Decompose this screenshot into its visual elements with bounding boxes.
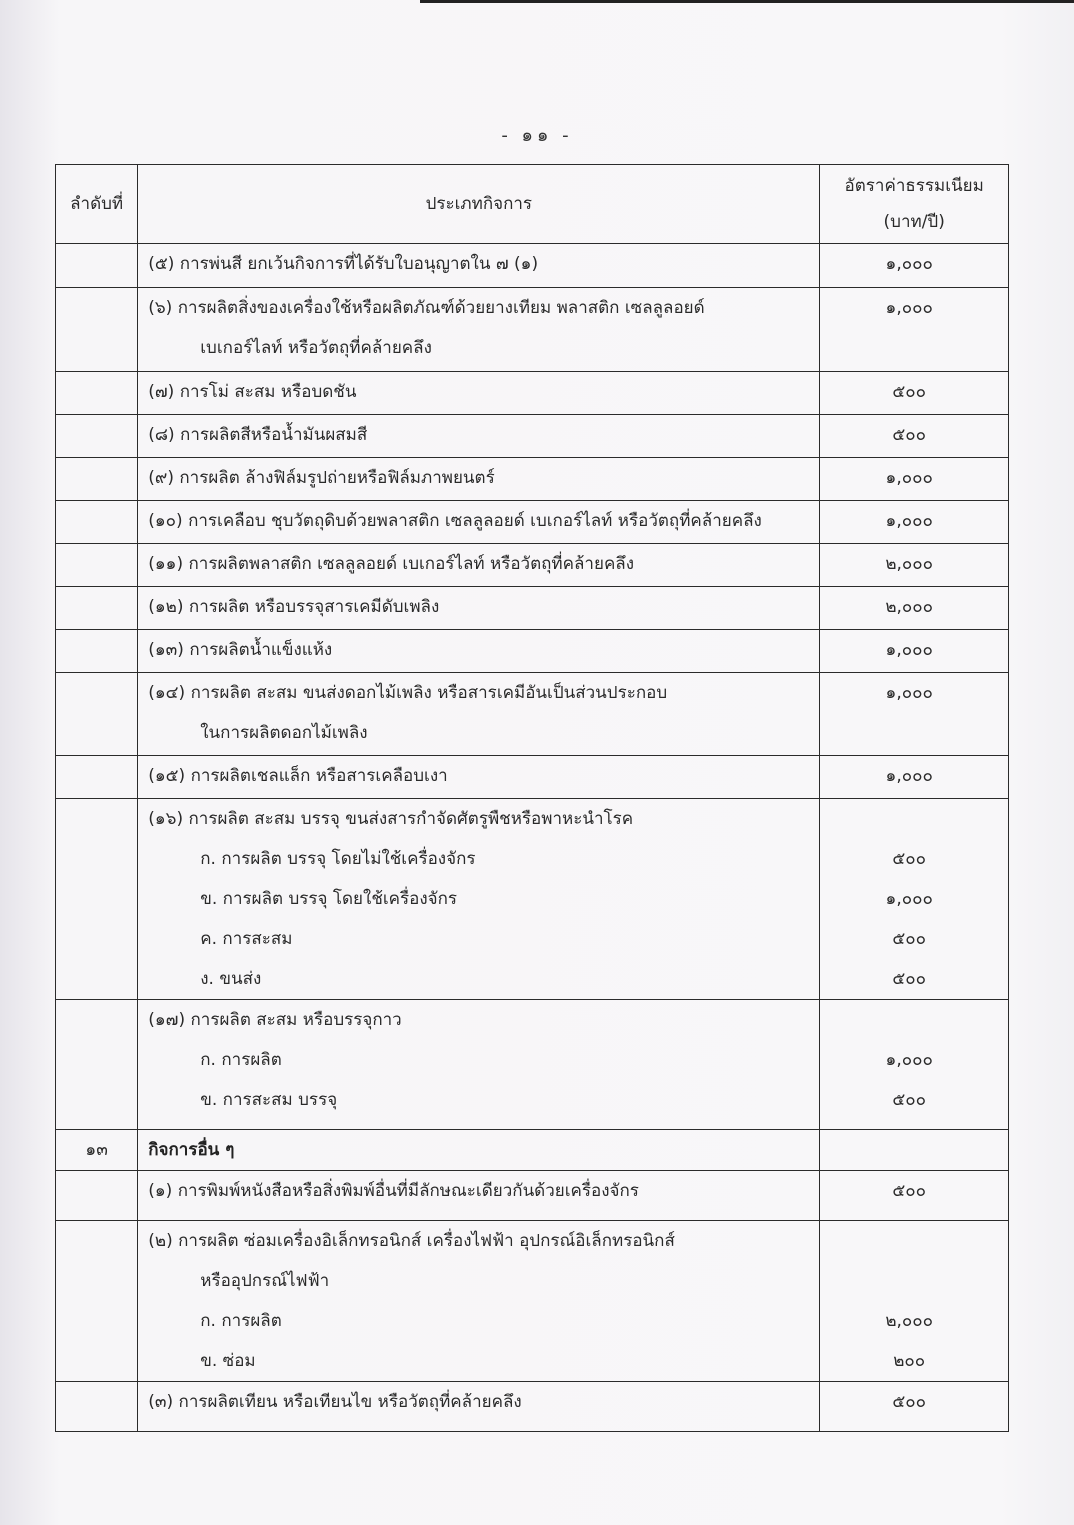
cell-fee <box>820 756 1009 799</box>
table-row <box>56 372 1009 415</box>
fee-value: ๕๐๐ <box>892 425 926 445</box>
fee-value <box>820 1261 1008 1301</box>
cell-no <box>56 372 138 415</box>
item-subline: ในการผลิตดอกไม้เพลิง <box>200 723 368 743</box>
item-subline: ข. การผลิต บรรจุ โดยใช้เครื่องจักร <box>200 889 458 909</box>
fee-value: ๑,๐๐๐ <box>885 254 933 274</box>
cell-fee <box>820 1130 1009 1171</box>
table-row <box>56 799 1009 1000</box>
header-fee-line1: อัตราค่าธรรมเนียม <box>844 176 984 196</box>
item-title: กิจการอื่น ๆ <box>148 1140 235 1160</box>
row-number <box>56 1171 137 1211</box>
row-number <box>56 1221 137 1261</box>
cell-type <box>138 1382 820 1432</box>
fee-value: ๕๐๐ <box>892 1181 926 1201</box>
row-number <box>56 415 137 455</box>
header-no: ลำดับที่ <box>56 165 138 244</box>
fee-value: ๕๐๐ <box>892 849 926 869</box>
row-number <box>56 501 137 541</box>
cell-no <box>56 630 138 673</box>
fee-value: ๕๐๐ <box>892 969 926 989</box>
item-subline: ข. การสะสม บรรจุ <box>200 1090 338 1110</box>
item-title: (๑๐) การเคลือบ ชุบวัตถุดิบด้วยพลาสติก เซลลูลอยด์ เบเกอร์ไลท์ หรือวัตถุที่คล้ายคลึง <box>148 511 762 531</box>
fee-value: ๑,๐๐๐ <box>885 298 933 318</box>
cell-no <box>56 288 138 372</box>
fee-value: ๒,๐๐๐ <box>885 1311 934 1331</box>
cell-no <box>56 415 138 458</box>
table-row <box>56 415 1009 458</box>
fee-value: ๕๐๐ <box>892 1090 926 1110</box>
item-subline: หรืออุปกรณ์ไฟฟ้า <box>200 1271 330 1291</box>
cell-fee <box>820 1000 1009 1130</box>
item-subline: ค. การสะสม <box>200 929 293 949</box>
cell-type <box>138 458 820 501</box>
fee-value <box>820 1130 1008 1170</box>
cell-fee <box>820 288 1009 372</box>
cell-type <box>138 1171 820 1221</box>
cell-type <box>138 1130 820 1171</box>
row-number <box>56 756 137 796</box>
row-number <box>56 288 137 328</box>
table-row <box>56 756 1009 799</box>
cell-no <box>56 458 138 501</box>
page-top-edge <box>420 0 1074 3</box>
table-row <box>56 587 1009 630</box>
cell-fee <box>820 372 1009 415</box>
cell-fee <box>820 544 1009 587</box>
fee-value: ๑,๐๐๐ <box>885 511 933 531</box>
item-title: (๑) การพิมพ์หนังสือหรือสิ่งพิมพ์อื่นที่มีลักษณะเดียวกันด้วยเครื่องจักร <box>148 1181 639 1201</box>
cell-fee <box>820 1171 1009 1221</box>
row-number <box>56 1382 137 1422</box>
fee-value: ๒,๐๐๐ <box>885 554 934 574</box>
fee-value: ๑,๐๐๐ <box>885 683 933 703</box>
item-subline: ก. การผลิต <box>200 1050 282 1070</box>
fee-value: ๑,๐๐๐ <box>885 640 933 660</box>
cell-fee <box>820 630 1009 673</box>
item-title: (๑๒) การผลิต หรือบรรจุสารเคมีดับเพลิง <box>148 597 440 617</box>
cell-no <box>56 587 138 630</box>
cell-no <box>56 1382 138 1432</box>
row-number <box>56 1000 137 1040</box>
item-title: (๒) การผลิต ซ่อมเครื่องอิเล็กทรอนิกส์ เครื่องไฟฟ้า อุปกรณ์อิเล็กทรอนิกส์ <box>148 1231 675 1251</box>
cell-fee <box>820 1221 1009 1382</box>
table-row <box>56 544 1009 587</box>
item-title: (๑๓) การผลิตน้ำแข็งแห้ง <box>148 640 333 660</box>
section-row <box>56 1130 1009 1171</box>
item-title: (๘) การผลิตสีหรือน้ำมันผสมสี <box>148 425 368 445</box>
table-row <box>56 1171 1009 1221</box>
cell-no <box>56 544 138 587</box>
item-title: (๖) การผลิตสิ่งของเครื่องใช้หรือผลิตภัณฑ์ด้วยยางเทียม พลาสติก เซลลูลอยด์ <box>148 298 705 318</box>
fee-value <box>820 713 1008 753</box>
cell-type <box>138 587 820 630</box>
cell-fee <box>820 244 1009 288</box>
cell-no <box>56 1000 138 1130</box>
row-number <box>56 458 137 498</box>
row-number: ๑๓ <box>85 1140 108 1160</box>
cell-type <box>138 244 820 288</box>
item-subline: ก. การผลิต บรรจุ โดยไม่ใช้เครื่องจักร <box>200 849 476 869</box>
row-number <box>56 544 137 584</box>
fee-table <box>55 164 1009 1432</box>
item-title: (๕) การพ่นสี ยกเว้นกิจการที่ได้รับใบอนุญาตใน ๗ (๑) <box>148 254 539 274</box>
cell-fee <box>820 587 1009 630</box>
fee-value <box>820 328 1008 368</box>
header-fee-line2: (บาท/ปี) <box>883 212 945 232</box>
table-row <box>56 244 1009 288</box>
row-number <box>56 587 137 627</box>
cell-fee <box>820 1382 1009 1432</box>
item-title: (๑๔) การผลิต สะสม ขนส่งดอกไม้เพลิง หรือสารเคมีอันเป็นส่วนประกอบ <box>148 683 668 703</box>
fee-value: ๕๐๐ <box>892 929 926 949</box>
cell-fee <box>820 799 1009 1000</box>
table-row <box>56 288 1009 372</box>
fee-value <box>820 1221 1008 1261</box>
cell-fee <box>820 458 1009 501</box>
cell-type <box>138 544 820 587</box>
row-number <box>56 630 137 670</box>
item-subline: ข. ซ่อม <box>200 1351 256 1371</box>
table-row <box>56 1221 1009 1382</box>
fee-value: ๑,๐๐๐ <box>885 889 933 909</box>
cell-type <box>138 501 820 544</box>
cell-fee <box>820 673 1009 756</box>
header-type: ประเภทกิจการ <box>138 165 820 244</box>
fee-value: ๑,๐๐๐ <box>885 1050 933 1070</box>
fee-value: ๕๐๐ <box>892 382 926 402</box>
cell-no <box>56 501 138 544</box>
table-row <box>56 501 1009 544</box>
fee-value <box>820 799 1008 839</box>
table-row <box>56 1000 1009 1130</box>
fee-value: ๒๐๐ <box>893 1351 926 1371</box>
item-title: (๓) การผลิตเทียน หรือเทียนไข หรือวัตถุที่คล้ายคลึง <box>148 1392 522 1412</box>
cell-fee <box>820 415 1009 458</box>
item-subline: ก. การผลิต <box>200 1311 282 1331</box>
cell-type <box>138 1000 820 1130</box>
item-subline: เบเกอร์ไลท์ หรือวัตถุที่คล้ายคลึง <box>200 338 432 358</box>
cell-type <box>138 799 820 1000</box>
table-row <box>56 1382 1009 1432</box>
item-title: (๑๗) การผลิต สะสม หรือบรรจุกาว <box>148 1010 402 1030</box>
item-subline: ง. ขนส่ง <box>200 969 262 989</box>
fee-value: ๑,๐๐๐ <box>885 766 933 786</box>
cell-type <box>138 756 820 799</box>
cell-type <box>138 288 820 372</box>
fee-value: ๕๐๐ <box>892 1392 926 1412</box>
table-header-row <box>56 165 1009 244</box>
cell-type <box>138 372 820 415</box>
table-row <box>56 673 1009 756</box>
cell-no <box>56 673 138 756</box>
cell-type <box>138 415 820 458</box>
fee-value <box>820 1000 1008 1040</box>
fee-value: ๒,๐๐๐ <box>885 597 934 617</box>
row-number <box>56 673 137 713</box>
cell-type <box>138 673 820 756</box>
cell-no <box>56 244 138 288</box>
item-title: (๑๖) การผลิต สะสม บรรจุ ขนส่งสารกำจัดศัตรูพืชหรือพาหะนำโรค <box>148 809 634 829</box>
header-fee <box>820 165 1009 244</box>
fee-value: ๑,๐๐๐ <box>885 468 933 488</box>
cell-type <box>138 1221 820 1382</box>
cell-no <box>56 1171 138 1221</box>
item-title: (๑๕) การผลิตเชลแล็ก หรือสารเคลือบเงา <box>148 766 448 786</box>
cell-no <box>56 799 138 1000</box>
page-number: - ๑๑ - <box>501 125 573 146</box>
table-row <box>56 630 1009 673</box>
cell-fee <box>820 501 1009 544</box>
item-title: (๙) การผลิต ล้างฟิล์มรูปถ่ายหรือฟิล์มภาพยนตร์ <box>148 468 495 488</box>
row-number <box>56 244 137 284</box>
cell-type <box>138 630 820 673</box>
item-title: (๗) การโม่ สะสม หรือบดชัน <box>148 382 357 402</box>
item-title: (๑๑) การผลิตพลาสติก เซลลูลอยด์ เบเกอร์ไลท์ หรือวัตถุที่คล้ายคลึง <box>148 554 635 574</box>
cell-no <box>56 1130 138 1171</box>
row-number <box>56 799 137 839</box>
cell-no <box>56 1221 138 1382</box>
table-row <box>56 458 1009 501</box>
cell-no <box>56 756 138 799</box>
row-number <box>56 372 137 412</box>
